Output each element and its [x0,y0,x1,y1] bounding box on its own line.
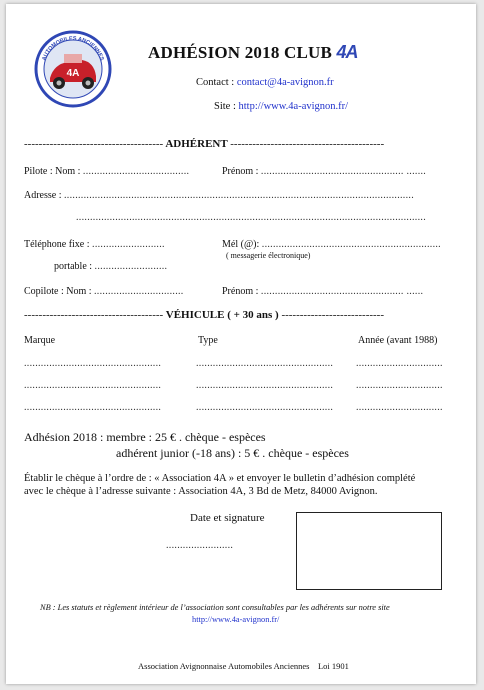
instructions-line-1: Établir le chèque à l’ordre de : « Association 4A » et envoyer le bulletin d’adhésion complété [24,473,416,484]
mel-note: ( messagerie électronique) [226,251,311,260]
date-dots[interactable]: ........................ [166,540,234,551]
annee-line-1[interactable]: ............................... [356,358,443,369]
col-marque: Marque [24,335,56,346]
marque-line-2[interactable]: ................................................. [24,380,162,391]
pilote-nom-field[interactable]: Pilote : Nom : ...................................... [24,166,190,177]
footer-org: Association Avignonnaise Automobiles Anciennes Loi 1901 [138,661,349,671]
marque-line-3[interactable]: ................................................. [24,402,162,413]
pilote-prenom-field[interactable]: Prénom : ................................................... ....... [222,166,427,177]
signature-label: Date et signature [190,512,265,524]
telephone-fixe-field[interactable]: Téléphone fixe : .......................... [24,239,165,250]
copilote-prenom-field[interactable]: Prénom : ................................................... ...... [222,286,424,297]
instructions-line-2: avec le chèque à l’adresse suivante : Association 4A, 3 Bd de Metz, 84000 Avignon. [24,486,378,497]
site-url-link[interactable]: http://www.4a-avignon.fr/ [238,101,349,112]
membership-form-page [6,4,476,684]
tarif-membre: Adhésion 2018 : membre : 25 € . chèque - espèces [24,430,266,444]
type-line-2[interactable]: ................................................. [196,380,334,391]
contact-line: Contact : contact@4a-avignon.fr [196,77,334,88]
type-line-1[interactable]: ................................................. [196,358,334,369]
logo-ring-text: AUTOMOBILES ANCIENNES [41,35,105,62]
tarif-junior: adhérent junior (-18 ans) : 5 € . chèque - espèces [116,446,349,460]
adresse-field-line2[interactable]: ............................................................................................................................. [76,212,426,223]
contact-email-link[interactable]: contact@4a-avignon.fr [236,77,334,88]
club-logo [34,30,112,108]
site-line: Site : http://www.4a-avignon.fr/ [214,101,349,112]
annee-line-3[interactable]: ............................... [356,402,443,413]
brand-4a: 4A [336,42,358,62]
col-annee: Année (avant 1988) [358,335,438,346]
copilote-nom-field[interactable]: Copilote : Nom : ................................ [24,286,184,297]
portable-field[interactable]: portable : .......................... [54,261,168,272]
annee-line-2[interactable]: ............................... [356,380,443,391]
nb-note: NB : Les statuts et règlement intérieur de l’association sont consultables par les adhérents sur notre site [40,603,390,612]
col-type: Type [198,335,218,346]
logo-badge: 4A [66,68,80,79]
adherent-section-header: -------------------------------------- ADHÉRENT ------------------------------------------ [24,138,385,150]
signature-box[interactable] [296,512,442,590]
marque-line-1[interactable]: ................................................. [24,358,162,369]
adresse-field[interactable]: Adresse : ............................................................................................................................. [24,190,414,201]
form-title: ADHÉSION 2018 CLUB 4A [148,42,358,62]
nb-site-link[interactable]: http://www.4a-avignon.fr/ [192,615,280,624]
vehicule-section-header: -------------------------------------- VÉHICULE ( + 30 ans ) ---------------------------- [24,309,385,321]
type-line-3[interactable]: ................................................. [196,402,334,413]
footer-loi: Loi 1901 [317,661,349,671]
mel-field[interactable]: Mél (@): ................................................................ [222,239,441,250]
